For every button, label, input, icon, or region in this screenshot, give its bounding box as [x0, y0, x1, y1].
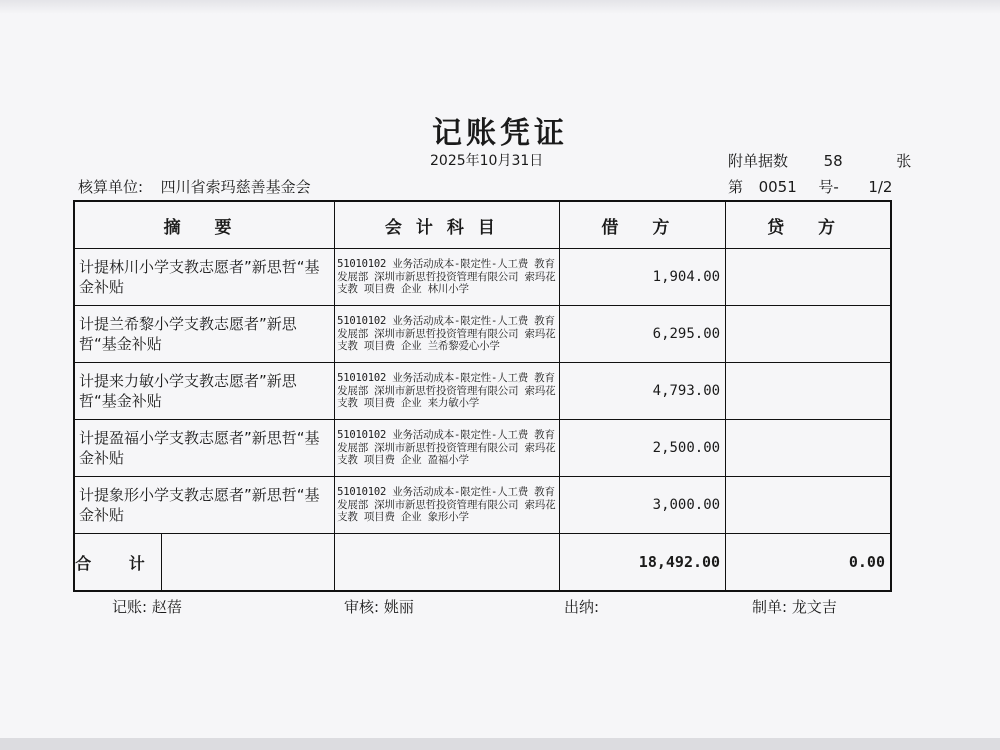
preparer-signature: 制单: 龙文吉	[752, 598, 837, 616]
header-summary: 摘 要	[74, 201, 335, 249]
entry-account: 51010102 业务活动成本-限定性-人工费 教育发展部 深圳市新思哲投资管理有限公司 索玛花支教 项目费 企业 林川小学	[335, 249, 560, 306]
table-row	[74, 249, 891, 306]
voucher-date: 2025年10月31日	[430, 153, 544, 169]
total-label-cell	[74, 534, 335, 592]
total-credit: 0.00	[726, 534, 891, 592]
entry-credit	[726, 420, 891, 477]
attachments-count: 58	[823, 152, 843, 170]
header-debit: 借 方	[559, 201, 725, 249]
table-row	[74, 477, 891, 534]
header-credit: 贷 方	[726, 201, 891, 249]
voucher-title: 记账凭证	[432, 116, 568, 151]
table-row	[74, 306, 891, 363]
accounting-unit	[78, 176, 311, 197]
voucher-suffix: 号-	[818, 178, 839, 196]
entry-account: 51010102 业务活动成本-限定性-人工费 教育发展部 深圳市新思哲投资管理有限公司 索玛花支教 项目费 企业 盈福小学	[335, 420, 560, 477]
voucher-number	[728, 176, 892, 197]
bookkeeper-signature: 记账: 赵蓓	[112, 598, 182, 616]
header-account: 会计科目	[335, 201, 560, 249]
total-row	[74, 534, 891, 592]
table-row	[74, 420, 891, 477]
entry-summary: 计提盈福小学支教志愿者”新思哲“基金补贴	[74, 420, 335, 477]
entry-debit: 4,793.00	[559, 363, 725, 420]
entry-summary: 计提象形小学支教志愿者”新思哲“基金补贴	[74, 477, 335, 534]
voucher-page: 1/2	[868, 178, 893, 196]
total-account-empty	[335, 534, 560, 592]
attachments-label: 附单据数	[728, 152, 789, 170]
entry-debit: 1,904.00	[559, 249, 725, 306]
entry-account: 51010102 业务活动成本-限定性-人工费 教育发展部 深圳市新思哲投资管理有限公司 索玛花支教 项目费 企业 象形小学	[335, 477, 560, 534]
scan-edge-bottom	[0, 738, 1000, 750]
entry-credit	[726, 477, 891, 534]
table-row	[74, 363, 891, 420]
total-debit: 18,492.00	[559, 534, 725, 592]
total-label: 合 计	[75, 534, 162, 590]
entry-debit: 3,000.00	[559, 477, 725, 534]
entry-summary: 计提林川小学支教志愿者”新思哲“基金补贴	[74, 249, 335, 306]
unit-label: 核算单位:	[78, 178, 144, 196]
voucher-prefix: 第	[728, 178, 744, 196]
cashier-signature: 出纳:	[564, 598, 600, 616]
entry-summary: 计提兰希黎小学支教志愿者”新思哲“基金补贴	[74, 306, 335, 363]
entry-summary: 计提来力敏小学支教志愿者”新思哲“基金补贴	[74, 363, 335, 420]
entry-credit	[726, 249, 891, 306]
entry-account: 51010102 业务活动成本-限定性-人工费 教育发展部 深圳市新思哲投资管理有限公司 索玛花支教 项目费 企业 来力敏小学	[335, 363, 560, 420]
unit-name: 四川省索玛慈善基金会	[160, 178, 311, 196]
table-header-row	[74, 201, 891, 249]
attachments-unit: 张	[896, 152, 912, 170]
entry-credit	[726, 306, 891, 363]
entry-debit: 2,500.00	[559, 420, 725, 477]
voucher-table	[73, 200, 892, 592]
reviewer-signature: 审核: 姚丽	[344, 598, 414, 616]
voucher-number-value: 0051	[758, 178, 797, 196]
entry-credit	[726, 363, 891, 420]
entry-account: 51010102 业务活动成本-限定性-人工费 教育发展部 深圳市新思哲投资管理有限公司 索玛花支教 项目费 企业 兰希黎爱心小学	[335, 306, 560, 363]
scan-edge-top	[0, 0, 1000, 14]
entry-debit: 6,295.00	[559, 306, 725, 363]
attachments-info	[728, 150, 911, 171]
